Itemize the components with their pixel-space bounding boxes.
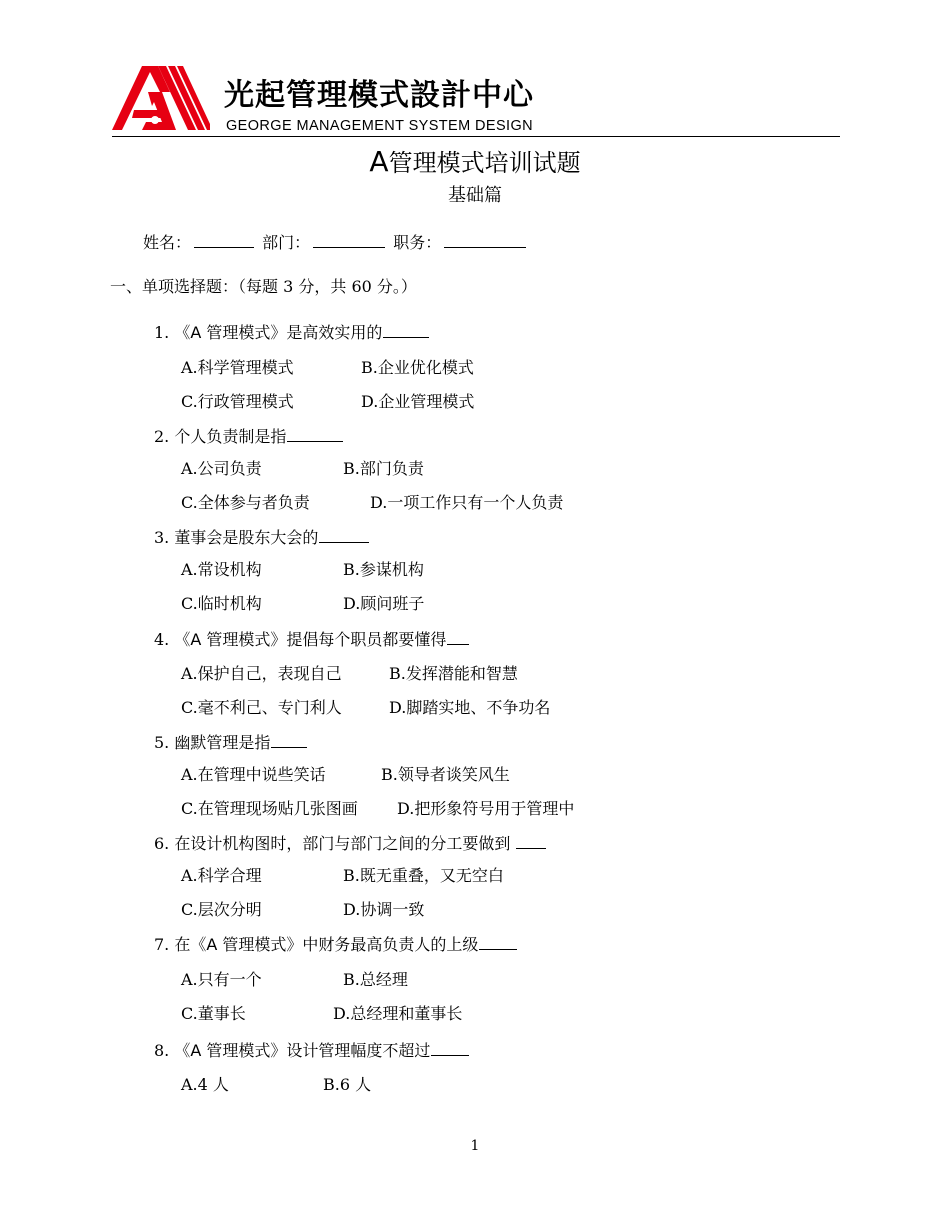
option[interactable]: B.发挥潜能和智慧: [389, 664, 518, 683]
option[interactable]: B.参谋机构: [343, 560, 424, 579]
question-number: 5.: [154, 733, 170, 752]
question-7: [154, 933, 517, 956]
header-divider: [112, 136, 840, 137]
question-number: 4.: [154, 630, 170, 649]
question-text: 是高效实用的: [286, 323, 383, 342]
book-title: 《A 管理模式》: [174, 1041, 287, 1060]
question-text: 提倡每个职员都要懂得: [286, 630, 447, 649]
option[interactable]: D.企业管理模式: [361, 392, 475, 411]
answer-blank[interactable]: [431, 1039, 469, 1056]
option[interactable]: C.行政管理模式: [181, 392, 294, 411]
answer-blank[interactable]: [447, 628, 469, 645]
option[interactable]: B.6 人: [323, 1075, 372, 1094]
book-title: 《A 管理模式》: [174, 323, 287, 342]
info-line: [143, 231, 529, 254]
title-main: 管理模式培训试题: [388, 149, 581, 177]
option[interactable]: A.科学管理模式: [181, 358, 294, 377]
book-title: 《A 管理模式》: [174, 630, 287, 649]
option[interactable]: D.总经理和董事长: [333, 1004, 463, 1023]
option[interactable]: A.公司负责: [181, 459, 262, 478]
answer-blank[interactable]: [383, 321, 429, 338]
option[interactable]: B.部门负责: [343, 459, 424, 478]
option[interactable]: B.既无重叠，又无空白: [343, 866, 504, 885]
question-3: [154, 526, 369, 549]
dept-field[interactable]: [313, 231, 385, 248]
option[interactable]: A.保护自己，表现自己: [181, 664, 342, 683]
option[interactable]: A.常设机构: [181, 560, 262, 579]
question-text: 在设计机构图时，部门与部门之间的分工要做到: [174, 834, 511, 853]
position-field[interactable]: [444, 231, 526, 248]
title-prefix: A: [369, 145, 389, 178]
option[interactable]: B.总经理: [343, 970, 408, 989]
name-label: 姓名：: [143, 233, 192, 252]
option[interactable]: D.脚踏实地、不争功名: [389, 698, 551, 717]
question-text: 设计管理幅度不超过: [286, 1041, 431, 1060]
option[interactable]: B.领导者谈笑风生: [381, 765, 510, 784]
page-title: [0, 146, 950, 179]
question-number: 7.: [154, 935, 170, 954]
option[interactable]: C.毫不利己、专门利人: [181, 698, 342, 717]
option[interactable]: C.层次分明: [181, 900, 262, 919]
question-number: 2.: [154, 427, 170, 446]
question-text: 中财务最高负责人的上级: [302, 935, 479, 954]
company-name-en: GEORGE MANAGEMENT SYSTEM DESIGN: [226, 118, 534, 134]
answer-blank[interactable]: [479, 933, 517, 950]
book-title: 《A 管理模式》: [190, 935, 303, 954]
question-text-pre: 在: [174, 935, 191, 954]
question-8: [154, 1039, 469, 1062]
option[interactable]: A.科学合理: [181, 866, 262, 885]
option[interactable]: C.全体参与者负责: [181, 493, 310, 512]
question-number: 8.: [154, 1041, 170, 1060]
question-number: 3.: [154, 528, 170, 547]
question-number: 1.: [154, 323, 170, 342]
company-name-cn: 光起管理模式設計中心: [224, 78, 534, 113]
answer-blank[interactable]: [271, 731, 307, 748]
section-heading: 一、单项选择题：（每题 3 分，共 60 分。）: [110, 277, 417, 296]
option[interactable]: A.只有一个: [181, 970, 262, 989]
question-number: 6.: [154, 834, 170, 853]
option[interactable]: C.临时机构: [181, 594, 262, 613]
option[interactable]: B.企业优化模式: [361, 358, 474, 377]
option[interactable]: D.协调一致: [343, 900, 425, 919]
question-6: [154, 832, 546, 855]
question-text: 个人负责制是指: [174, 427, 287, 446]
page-number: 1: [470, 1138, 480, 1154]
option[interactable]: C.董事长: [181, 1004, 246, 1023]
question-2: [154, 425, 343, 448]
logo-a-icon: [112, 66, 210, 132]
name-field[interactable]: [194, 231, 254, 248]
question-text: 董事会是股东大会的: [174, 528, 319, 547]
option[interactable]: A.在管理中说些笑话: [181, 765, 326, 784]
question-1: [154, 321, 429, 344]
page-subtitle: 基础篇: [448, 185, 502, 206]
position-label: 职务：: [393, 233, 442, 252]
option[interactable]: D.顾问班子: [343, 594, 425, 613]
dept-label: 部门：: [262, 233, 311, 252]
answer-blank[interactable]: [516, 832, 546, 849]
question-5: [154, 731, 307, 754]
answer-blank[interactable]: [319, 526, 369, 543]
question-text: 幽默管理是指: [174, 733, 271, 752]
option[interactable]: C.在管理现场贴几张图画: [181, 799, 358, 818]
option[interactable]: D.把形象符号用于管理中: [397, 799, 575, 818]
answer-blank[interactable]: [287, 425, 343, 442]
option[interactable]: A.4 人: [181, 1075, 229, 1094]
option[interactable]: D.一项工作只有一个人负责: [370, 493, 564, 512]
question-4: [154, 628, 469, 651]
